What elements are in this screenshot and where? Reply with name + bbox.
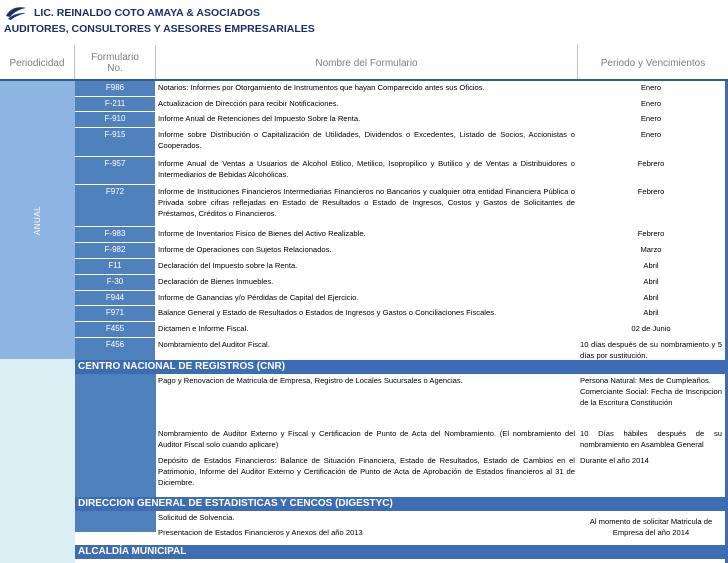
form-name: Informe sobre Distribución o Capitalización de Utilidades, Dividendos o Excedentes, Listado de Socios, Accionistas o Cooperados. — [156, 128, 577, 156]
form-code: F-982 — [75, 243, 155, 258]
form-period — [578, 374, 724, 426]
form-code: F-211 — [75, 97, 155, 111]
form-name-line: Presentacion de Estados Financieros y Anexos del año 2013 — [158, 528, 363, 537]
table-row — [0, 454, 728, 496]
table-row — [0, 374, 728, 427]
period-line: Comerciante Social: Fecha de Inscripcion de la Escritura Constitución — [580, 387, 722, 407]
form-period: Marzo — [578, 243, 724, 258]
form-period: Abril — [578, 275, 724, 290]
period-line: 10 Días hábiles después de su nombramiento en Asamblea General — [580, 429, 722, 449]
form-name: Informe de Operaciones con Sujetos Relacionados. — [156, 243, 577, 258]
col-header-periodo: Periodo y Vencimientos — [600, 57, 706, 69]
table-row — [0, 306, 728, 322]
form-period — [578, 454, 724, 495]
table-row — [0, 97, 728, 112]
form-name: Depósito de Estados Financieros: Balance de Situación Financiera, Estado de Resultados, Estado de Cambios en el Patrimonio, Informe del Auditor Externo y Certificación de Punto de Acta de Aprobación de Estados financieros al 31 de Diciembre. — [156, 454, 577, 495]
table-row — [0, 259, 728, 275]
table-row — [0, 112, 728, 128]
anual-table — [0, 81, 728, 363]
form-name: Notarios: Informes por Otorgamiento de Instrumentos que hayan Comparecido antes sus Oficios. — [156, 81, 577, 96]
table-row — [0, 427, 728, 454]
form-code: F11 — [75, 259, 155, 274]
form-code: F456 — [75, 338, 155, 362]
form-period: Abril — [578, 259, 724, 274]
form-name: Pago y Renovacion de Matricula de Empresa, Registro de Locales Sucursales o Agencias. — [156, 374, 577, 426]
table-row — [0, 227, 728, 243]
form-name: Actualizacion de Dirección para recibir Notificaciones. — [156, 97, 577, 111]
form-name-line: Solicitud de Solvencia. — [158, 513, 235, 522]
table-row — [0, 511, 728, 545]
form-code: F-30 — [75, 275, 155, 290]
form-code: F-915 — [75, 128, 155, 156]
form-code: F986 — [75, 81, 155, 96]
form-code: F-910 — [75, 112, 155, 127]
form-period: Febrero — [578, 227, 724, 242]
form-name: Informe de Inventarios Fisico de Bienes del Activo Realizable. — [156, 227, 577, 242]
form-period: Enero — [578, 112, 724, 127]
form-period: Febrero — [578, 185, 724, 226]
col-header-nombre: Nombre del Formulario — [156, 45, 578, 81]
table-row — [0, 243, 728, 259]
form-code: F-957 — [75, 157, 155, 184]
firm-subtitle: AUDITORES, CONSULTORES Y ASESORES EMPRESARIALES — [4, 23, 315, 35]
period-line: Persona Natural: Mes de Cumpleaños. — [580, 376, 711, 385]
form-period: Al momento de solicitar Matricula de Empresa del año 2014 — [578, 511, 724, 544]
form-code: F455 — [75, 322, 155, 337]
form-name: Informe de Ganancias y/o Pérdidas de Capital del Ejercicio. — [156, 291, 577, 305]
table-row — [0, 81, 728, 97]
section-digestyc-title: DIRECCION GENERAL DE ESTADISTICAS Y CENCOS (DIGESTYC) — [75, 497, 728, 511]
section-alcaldia-title: ALCALDÍA MUNICIPAL — [75, 545, 728, 559]
table-row — [0, 291, 728, 306]
letterhead — [0, 0, 728, 45]
col-header-periodicidad: Periodicidad — [0, 45, 75, 81]
table-header — [0, 45, 728, 81]
period-line: Durante el año 2014 — [580, 456, 649, 465]
form-period: 10 días después de su nombramiento y 5 días por sustitución. — [580, 340, 722, 360]
form-name — [156, 511, 577, 544]
form-period: Enero — [578, 81, 724, 96]
col-header-formulario: Formulario No. — [75, 45, 156, 81]
table-row — [0, 275, 728, 291]
form-code: F944 — [75, 291, 155, 305]
form-period: Abril — [578, 306, 724, 321]
table-row — [0, 322, 728, 338]
form-name: Informe de Instituciones Financieros Intermediarias Financieros no Bancarios y cualquier otra entidad Financiera Pública o Privada sobre cifras reflejadas en Estado de Resultados o Estado de Ingresos, Costos y Gastos de Solicitantes de Préstamos, Créditos o Financieros. — [156, 185, 577, 226]
form-period: Enero — [578, 97, 724, 111]
form-name: Nombramiento del Auditor Fiscal. — [156, 338, 577, 362]
form-period: Abril — [578, 291, 724, 305]
form-period: Febrero — [578, 157, 724, 184]
firm-logo-icon — [4, 4, 28, 22]
section-cnr-title: CENTRO NACIONAL DE REGISTROS (CNR) — [75, 360, 728, 374]
form-name: Balance General y Estado de Resultados o Estados de Ingresos y Gastos o Conciliaciones Fiscales. — [156, 306, 577, 321]
firm-name: LIC. REINALDO COTO AMAYA & ASOCIADOS — [34, 7, 260, 19]
form-code: F972 — [75, 185, 155, 226]
form-code: F971 — [75, 306, 155, 321]
form-period: Enero — [578, 128, 724, 156]
table-row — [0, 157, 728, 185]
form-name: Dictamen e Informe Fiscal. — [156, 322, 577, 337]
table-row — [0, 185, 728, 227]
anual-label: ANUAL — [33, 205, 42, 235]
form-period — [578, 427, 724, 453]
form-name: Declaración del Impuesto sobre la Renta. — [156, 259, 577, 274]
form-name: Informe Anual de Retenciones del Impuesto Sobre la Renta. — [156, 112, 577, 127]
form-name: Informe Anual de Ventas a Usuarios de Alcohol Etilico, Metilico, Isopropilico y Butilico y de Ventas a Distribuidores o Intermediarios de Bebidas Alcohólicas. — [156, 157, 577, 184]
form-name: Declaración de Bienes Inmuebles. — [156, 275, 577, 290]
form-period: 02 de Junio — [578, 322, 724, 337]
table-row — [0, 128, 728, 157]
form-code: F-983 — [75, 227, 155, 242]
form-name: Nombramiento de Auditor Externo y Fiscal y Certificacion de Punto de Acta del Nombramiento. (El nombramiento del Auditor Fiscal solo cuando aplicare) — [156, 427, 577, 453]
